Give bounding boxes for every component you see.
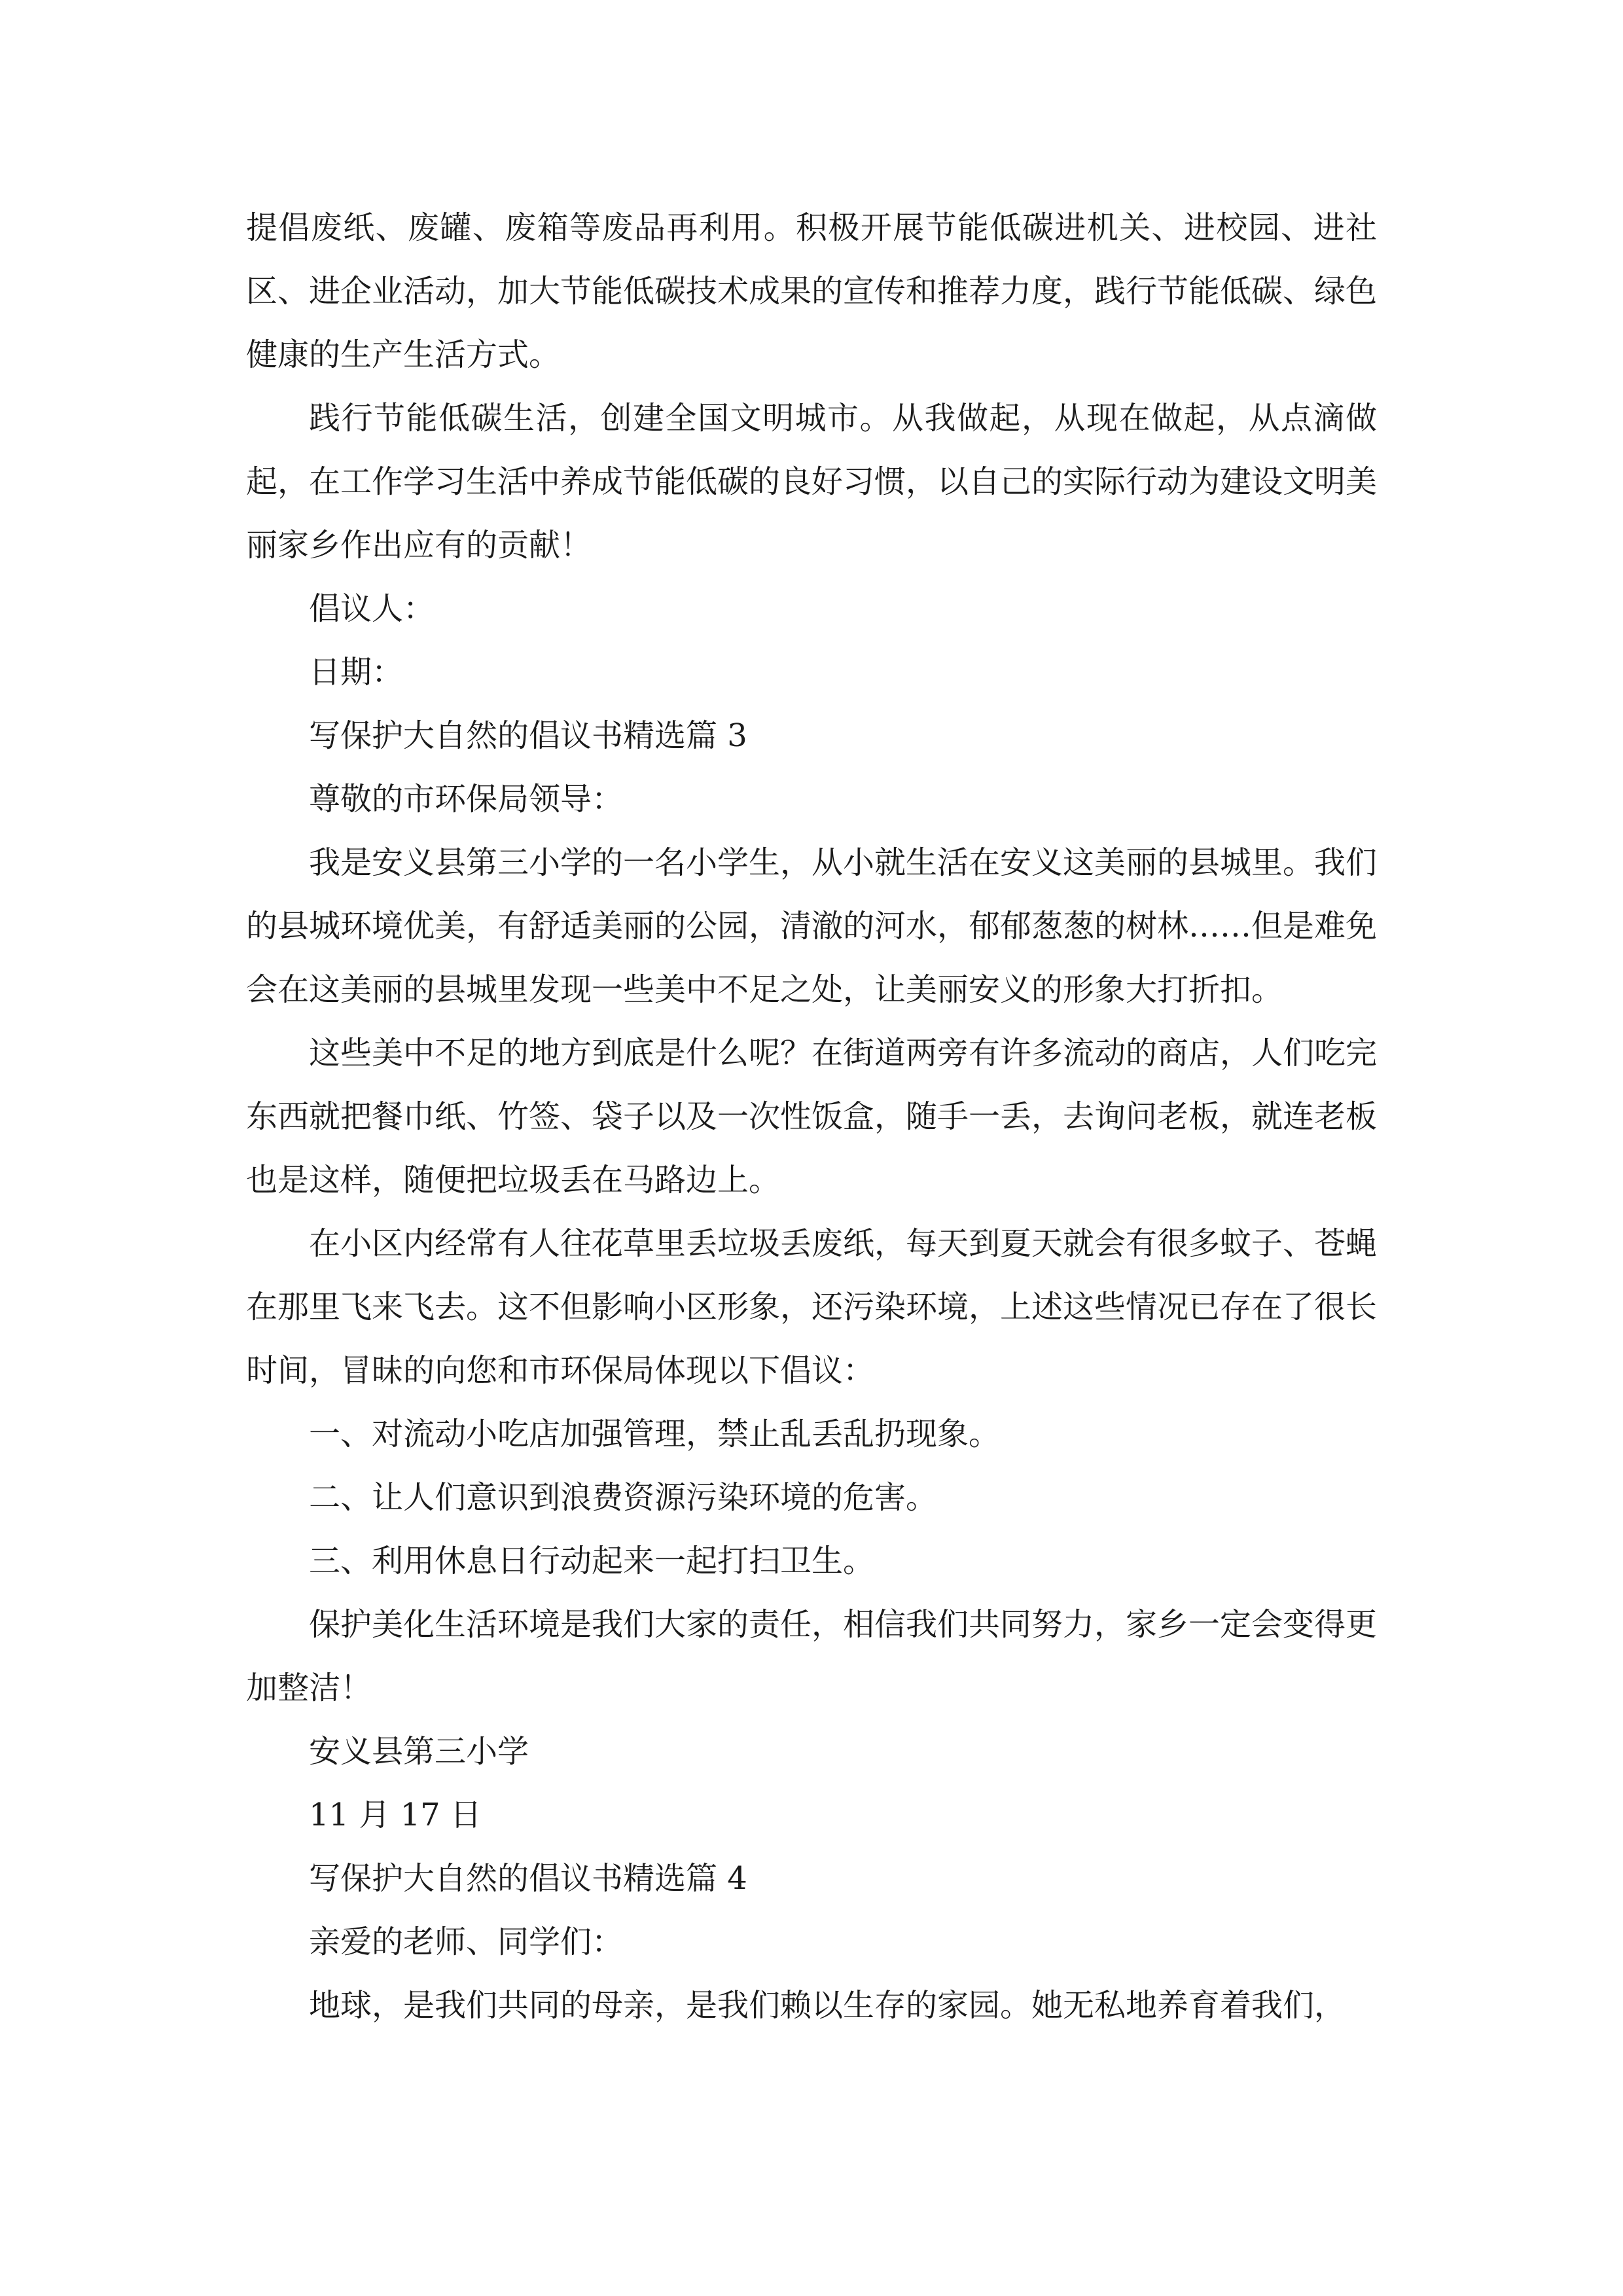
proposal-item-2: 二、让人们意识到浪费资源污染环境的危害。 (309, 1479, 938, 1516)
proposal-item-3: 三、利用休息日行动起来一起打扫卫生。 (309, 1543, 875, 1579)
paragraph-recycling: 提倡废纸、废罐、废箱等废品再利用。积极开展节能低碳进机关、进校园、进社区、进企业活动，加大节能低碳技术成果的宣传和推荐力度，践行节能低碳、绿色健康的生产生活方式。 (246, 209, 1378, 373)
signature-date: 日期： (309, 654, 404, 691)
signature-school: 安义县第三小学 (309, 1733, 529, 1770)
section-title-3: 写保护大自然的倡议书精选篇 3 (309, 717, 747, 754)
proposal-item-1: 一、对流动小吃店加强管理，禁止乱丢乱扔现象。 (309, 1416, 1001, 1452)
paragraph-low-carbon-life: 践行节能低碳生活，创建全国文明城市。从我做起，从现在做起，从点滴做起，在工作学习生活中养成节能低碳的良好习惯，以自己的实际行动为建设文明美丽家乡作出应有的贡献！ (246, 400, 1378, 564)
paragraph-street-problems: 这些美中不足的地方到底是什么呢？在街道两旁有许多流动的商店，人们吃完东西就把餐巾纸、竹签、袋子以及一次性饭盒，随手一丢，去询问老板，就连老板也是这样，随便把垃圾丢在马路边上。 (246, 1035, 1378, 1198)
signature-initiator: 倡议人： (309, 590, 435, 627)
paragraph-earth: 地球，是我们共同的母亲，是我们赖以生存的家园。她无私地养育着我们， (309, 1987, 1346, 2024)
document-body (246, 196, 1377, 2037)
salutation-leaders: 尊敬的市环保局领导： (309, 781, 624, 817)
salutation-teachers: 亲爱的老师、同学们： (309, 1924, 624, 1960)
paragraph-intro-student: 我是安义县第三小学的一名小学生，从小就生活在安义这美丽的县城里。我们的县城环境优美，有舒适美丽的公园，清澈的河水，郁郁葱葱的树林……但是难免会在这美丽的县城里发现一些美中不足之处，让美丽安义的形象大打折扣。 (246, 844, 1378, 1008)
paragraph-closing: 保护美化生活环境是我们大家的责任，相信我们共同努力，家乡一定会变得更加整洁！ (246, 1606, 1378, 1706)
paragraph-community-problems: 在小区内经常有人往花草里丢垃圾丢废纸，每天到夏天就会有很多蚊子、苍蝇在那里飞来飞去。这不但影响小区形象，还污染环境，上述这些情况已存在了很长时间，冒昧的向您和市环保局体现以下倡议： (246, 1225, 1378, 1389)
signature-date-nov: 11 月 17 日 (309, 1797, 482, 1833)
section-title-4: 写保护大自然的倡议书精选篇 4 (309, 1860, 747, 1897)
